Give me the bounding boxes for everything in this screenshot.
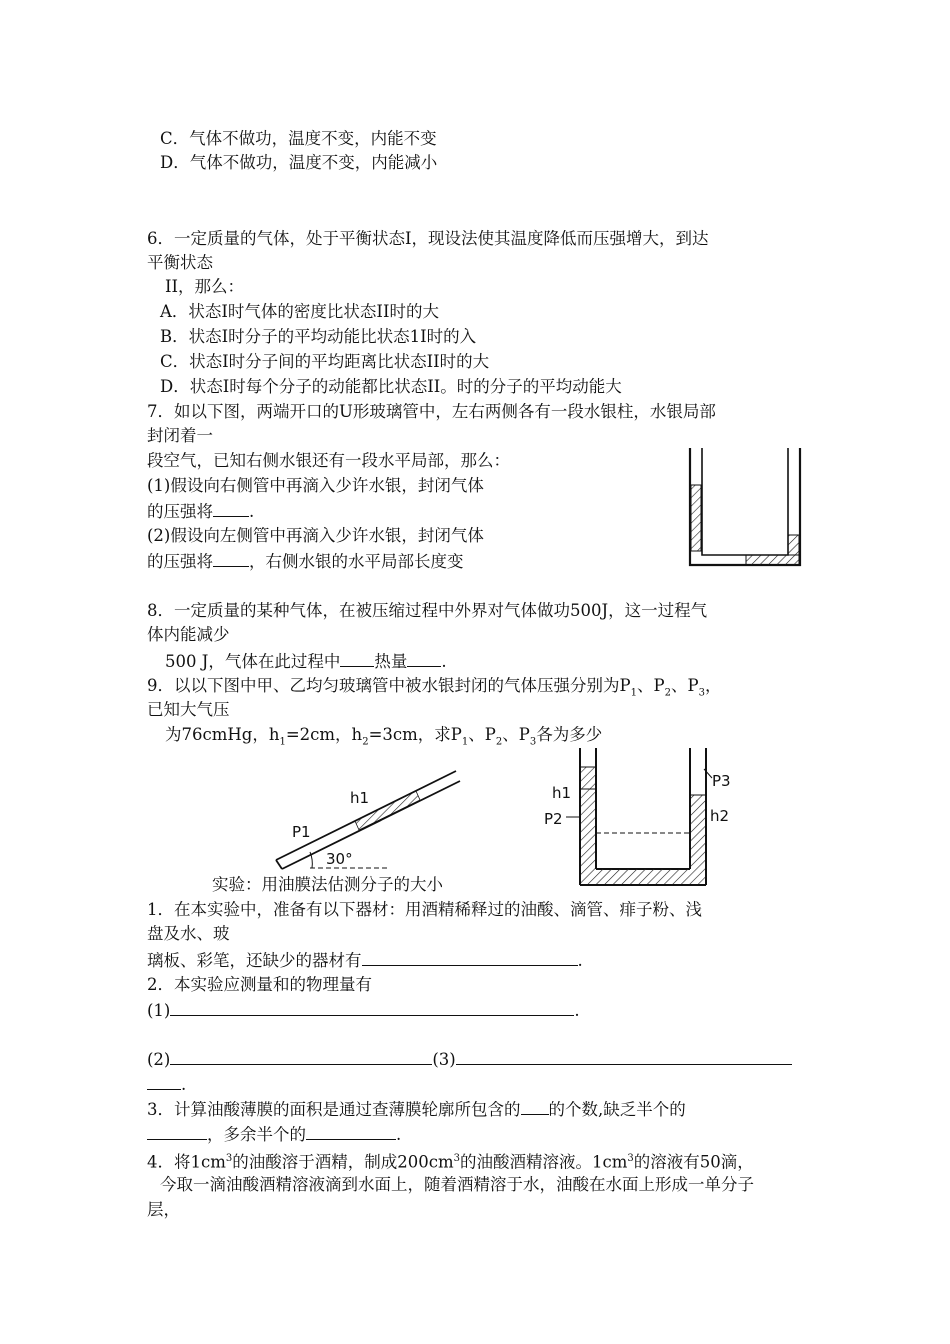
u-tube-figure [684,445,804,570]
q6-option-a: A．状态I时气体的密度比状态II时的大 [160,302,439,321]
label-h2: h2 [710,807,730,825]
subscript: 1 [461,736,469,748]
u-tube-pressure-figure [540,745,750,890]
exp-q2-item3-suffix: . [181,1075,187,1094]
q9-stem-line2: 已知大气压 [147,700,230,719]
exp-q1-line1: 1．在本实验中，准备有以下器材：用酒精稀释过的油酸、滴管、痱子粉、浅 [147,900,702,919]
subscript: 2 [664,687,671,699]
superscript: 3 [453,1153,461,1164]
exp-q4-line1 [147,1147,754,1175]
exp-q2-answer-blank-2[interactable] [170,1047,432,1065]
exp-q2-answer-blank-1[interactable] [170,998,574,1016]
q7-part2-line1: (2)假设向左侧管中再滴入少许水银，封闭气体 [147,526,484,545]
exp-q4-line3: 层， [147,1200,180,1219]
label-h1-right-fig: h1 [552,784,572,802]
right-mercury-horizontal [746,555,799,565]
q7-part1-prefix: 的压强将 [147,502,213,521]
label-angle: 30° [326,850,353,868]
exp-q2-stem: 2．本实验应测量和的物理量有 [147,975,372,994]
exp-q2-item2-label: (2) [147,1050,171,1069]
q8-line3-suffix: . [441,652,447,671]
q7-answer-blank-2[interactable] [213,549,249,567]
exp-q2-items-2-3 [147,1047,792,1072]
q9-text: 、P [502,725,530,744]
exp-q3-answer-blank-1[interactable] [521,1097,549,1115]
exp-q2-item1-suffix: . [574,1001,580,1020]
q6-option-d: D．状态I时每个分子的动能都比状态II。时的分子的平均动能大 [160,377,622,396]
exp-q3-prefix: 3．计算油酸薄膜的面积是通过查薄膜轮廓所包含的 [147,1100,521,1119]
q9-text: 、P [636,676,665,695]
label-p2: P2 [544,810,563,828]
exp-q4-line2: 今取一滴油酸酒精溶液滴到水面上，随着酒精溶于水，油酸在水面上形成一单分子 [160,1175,754,1194]
q6-stem-line2: 平衡状态 [147,253,213,272]
q6-stem-line3: II，那么： [165,277,245,296]
exp-q1-suffix: . [577,951,583,970]
q9-stem-line3 [165,723,602,754]
q7-stem-line1: 7．如以下图，两端开口的U形玻璃管中，左右两侧各有一段水银柱，水银局部 [147,402,716,421]
exp-q3-suffix: . [396,1125,402,1144]
exp-q3-answer-blank-3[interactable] [306,1122,396,1140]
exp-q1-line3 [147,948,583,973]
subscript: 1 [630,687,637,699]
subscript: 3 [698,687,705,699]
exp-q3-answer-blank-2[interactable] [147,1122,207,1140]
subscript: 2 [495,736,503,748]
q9-text: 为76cmHg，h [165,725,280,744]
q9-text: 9．以以下图中甲、乙均匀玻璃管中被水银封闭的气体压强分别为P [147,676,631,695]
q7-part2-line2 [147,549,464,574]
exp-q4-text: 的溶液有50滴， [633,1152,754,1172]
superscript: 3 [225,1153,233,1164]
q7-part1-line2 [147,499,254,524]
exp-q3-line1 [147,1097,686,1122]
q7-part2-prefix: 的压强将 [147,552,213,571]
q8-stem-line1: 8．一定质量的某种气体，在被压缩过程中外界对气体做功500J，这一过程气 [147,601,708,620]
q5-option-c: C．气体不做功，温度不变，内能不变 [160,129,437,148]
bottom-mercury [581,869,705,884]
subscript: 1 [279,736,286,748]
q9-text: 、P [670,676,699,695]
q9-text: 、P [468,725,496,744]
exp-q1-prefix: 璃板、彩笔，还缺少的器材有 [147,951,362,970]
exp-q2-item1-label: (1) [147,1001,171,1020]
q7-part2-suffix: ，右侧水银的水平局部长度变 [249,552,464,571]
exp-q3-line2 [147,1122,401,1147]
inclined-tube-figure [270,765,470,875]
exp-q3-mid: 的个数,缺乏半个的 [548,1100,686,1119]
experiment-title: 实验：用油膜法估测分子的大小 [212,875,443,894]
q8-answer-blank-1[interactable] [340,649,374,667]
q6-stem-line1: 6．一定质量的气体，处于平衡状态I，现设法使其温度降低而压强增大，到达 [147,229,709,248]
subscript: 2 [362,736,369,748]
exp-q3-mid2: ，多余半个的 [207,1125,306,1144]
exp-q2-item1 [147,998,580,1023]
q9-text: 各为多少 [536,725,603,744]
label-p3: P3 [712,772,731,790]
label-h1: h1 [350,789,370,807]
subscript: 3 [529,736,537,748]
q8-stem-line3 [165,649,447,674]
left-upper-mercury [581,767,595,833]
q9-text: ， [704,676,722,695]
exp-q4-text: 4．将1cm [147,1152,226,1172]
q6-option-c: C．状态I时分子间的平均距离比状态II时的大 [160,352,490,371]
label-p1: P1 [292,823,311,841]
left-mercury-column [691,485,701,551]
exp-q1-answer-blank[interactable] [362,948,578,966]
q6-option-b: B．状态I时分子的平均动能比状态1I时的入 [160,327,477,346]
q7-part1-suffix: . [249,502,255,521]
exp-q2-item3-label: (3) [432,1050,456,1069]
q9-text: =2cm，h [285,725,363,744]
superscript: 3 [627,1153,634,1164]
q7-answer-blank-1[interactable] [213,499,249,517]
q8-stem-line2: 体内能减少 [147,625,230,644]
right-mercury-column [691,795,705,869]
q5-option-d: D．气体不做功，温度不变，内能减小 [160,153,438,172]
q7-stem-line3: 段空气，已知右侧水银还有一段水平局部，那么： [147,451,510,470]
q9-stem-line1 [147,674,721,705]
exp-q2-answer-blank-3[interactable] [456,1047,792,1065]
exp-q1-line2: 盘及水、玻 [147,924,230,943]
exp-q2-item3-cont [147,1072,186,1097]
exp-q2-answer-blank-3-cont[interactable] [147,1072,181,1090]
q7-part1-line1: (1)假设向右侧管中再滴入少许水银，封闭气体 [147,476,484,495]
q8-line3-prefix: 500 J，气体在此过程中 [165,652,341,671]
exp-q4-text: 的油酸酒精溶液。1cm [460,1152,628,1172]
q8-line3-mid: 热量 [374,652,408,671]
q9-text: =3cm，求P [368,725,462,744]
exp-q4-text: 的油酸溶于酒精，制成200cm [232,1152,454,1172]
q7-stem-line2: 封闭着一 [147,426,213,445]
q8-answer-blank-2[interactable] [407,649,441,667]
